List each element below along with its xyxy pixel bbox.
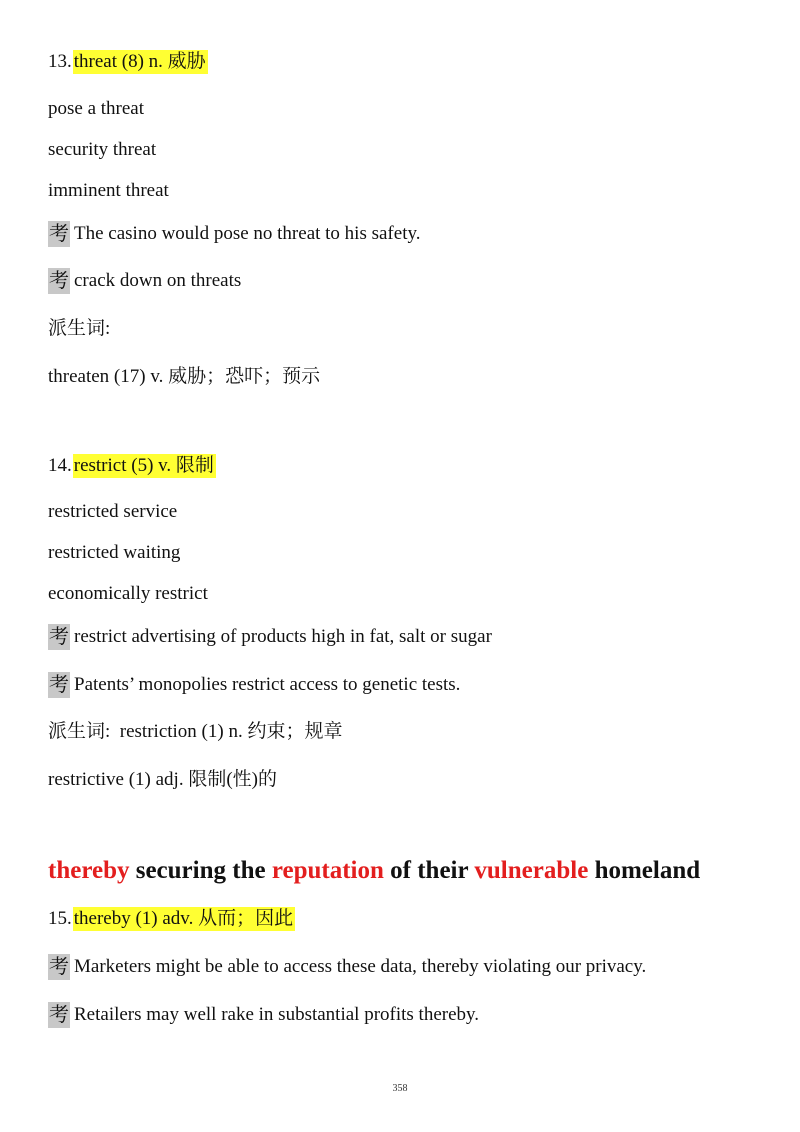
headline-segment: vulnerable xyxy=(474,857,589,884)
exam-example-text: restrict advertising of products high in fat, salt or sugar xyxy=(74,626,492,647)
entry-14-derivatives-label: 派生词: xyxy=(48,721,111,742)
entry-14-headword: restrict (5) v. 限制 xyxy=(73,455,214,476)
entry-13-headword: threat (8) n. 威胁 xyxy=(73,51,206,72)
exam-example-text: Patents’ monopolies restrict access to genetic tests. xyxy=(74,674,461,695)
entry-13-collocation: security threat xyxy=(48,139,157,160)
exam-example-text: Marketers might be able to access these data, thereby violating our privacy. xyxy=(74,956,647,977)
entry-14-derivative: restriction (1) n. 约束；规章 xyxy=(119,721,343,742)
exam-example-text: crack down on threats xyxy=(74,270,242,291)
entry-14-exam-example xyxy=(48,624,492,650)
entry-15-exam-example xyxy=(48,954,646,980)
headline-segment: of their xyxy=(383,857,475,884)
exam-marker: 考 xyxy=(49,1004,69,1026)
page-number: 358 xyxy=(392,1083,408,1094)
exam-example-text: The casino would pose no threat to his safety. xyxy=(74,223,421,244)
entry-14-collocation: restricted waiting xyxy=(48,542,181,563)
entry-14-derivative: restrictive (1) adj. 限制(性)的 xyxy=(48,769,277,790)
entry-13-collocation: imminent threat xyxy=(48,180,169,201)
headline-sentence xyxy=(48,855,700,887)
entry-13-collocation: pose a threat xyxy=(48,98,145,119)
exam-marker: 考 xyxy=(49,270,69,292)
exam-marker: 考 xyxy=(49,956,69,978)
entry-14-derivatives xyxy=(48,720,342,744)
entry-13-exam-example xyxy=(48,221,421,247)
exam-marker: 考 xyxy=(49,223,69,245)
entry-14-number: 14. xyxy=(48,455,72,476)
headline-segment: homeland xyxy=(588,857,701,884)
headline-segment: securing the xyxy=(129,857,272,884)
entry-13-derivative: threaten (17) v. 威胁；恐吓；预示 xyxy=(48,366,321,387)
entry-14-heading xyxy=(48,454,216,478)
entry-15-headword: thereby (1) adv. 从而；因此 xyxy=(73,908,294,929)
entry-15-number: 15. xyxy=(48,908,72,929)
entry-13-exam-example xyxy=(48,268,241,294)
entry-13-heading xyxy=(48,50,208,74)
entry-13-number: 13. xyxy=(48,51,72,72)
exam-marker: 考 xyxy=(49,674,69,696)
entry-15-heading xyxy=(48,907,295,931)
entry-14-collocation: economically restrict xyxy=(48,583,208,604)
entry-14-exam-example xyxy=(48,672,460,698)
headline-segment: reputation xyxy=(271,857,384,884)
exam-example-text: Retailers may well rake in substantial profits thereby. xyxy=(74,1004,480,1025)
entry-15-exam-example xyxy=(48,1002,479,1028)
headline-segment: thereby xyxy=(48,857,130,884)
entry-14-collocation: restricted service xyxy=(48,501,178,522)
entry-13-derivatives-label: 派生词: xyxy=(48,318,111,339)
exam-marker: 考 xyxy=(49,626,69,648)
